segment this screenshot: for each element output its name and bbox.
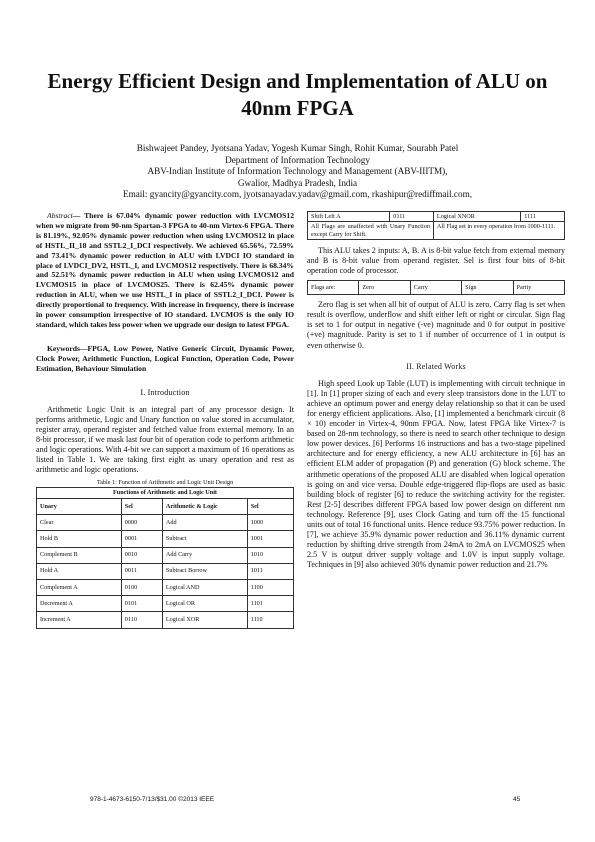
table-cell: Logical XOR bbox=[162, 612, 247, 628]
table-cell: Add Carry bbox=[162, 547, 247, 563]
table-row bbox=[37, 547, 294, 563]
author-location: Gwalior, Madhya Pradesh, India bbox=[237, 177, 358, 188]
table-cell: Sign bbox=[462, 281, 513, 295]
table1-header: Sel bbox=[121, 499, 162, 515]
inputs-paragraph: This ALU takes 2 inputs: A, B. A is 8-bit value fetch from external memory and B is 8-bit value from operand register. Sel is first four bits of 8-bit operation code of processor. bbox=[307, 245, 565, 276]
table-cell: Increment A bbox=[37, 612, 122, 628]
table-cell: 0010 bbox=[121, 547, 162, 563]
table-cell: Complement A bbox=[37, 579, 122, 595]
table1-caption: Table 1: Function of Arithmetic and Logic Unit Design bbox=[96, 479, 234, 487]
table1-body bbox=[37, 515, 294, 628]
table-cell: Logical AND bbox=[162, 579, 247, 595]
abstract bbox=[36, 211, 294, 330]
table-row bbox=[308, 212, 565, 222]
section-heading-introduction: I. Introduction bbox=[140, 387, 190, 397]
table-cell: 1011 bbox=[247, 563, 293, 579]
table-row bbox=[37, 515, 294, 531]
table1-header-row bbox=[37, 499, 294, 515]
table-cell: Subtract Borrow bbox=[162, 563, 247, 579]
table-cell: Shift Left A bbox=[308, 212, 390, 222]
table-cell: All Flag set in every operation from 1000-1111. bbox=[433, 222, 564, 240]
table-cell: 1010 bbox=[247, 547, 293, 563]
table-row bbox=[37, 596, 294, 612]
author-email: Email: gyancity@gyancity.com, jyotsanayadav.yadav@gmail.com, rkashipur@rediffmail.com, bbox=[122, 189, 473, 199]
keywords: Keywords—FPGA, Low Power, Native Generic Circuit, Dynamic Power, Clock Power, Arithmetic Function, Logical Function, Operation Code, Power Estimation, Behaviour Simulation bbox=[36, 343, 294, 373]
table-cell: Add bbox=[162, 515, 247, 531]
table-row bbox=[308, 281, 565, 295]
table-cell: 1110 bbox=[247, 612, 293, 628]
table-cell: 0111 bbox=[390, 212, 434, 222]
table-row bbox=[308, 222, 565, 240]
table-cell: 1111 bbox=[521, 212, 565, 222]
author-block bbox=[40, 143, 555, 201]
right-column bbox=[307, 211, 565, 571]
table-cell: Clear bbox=[37, 515, 122, 531]
table-cell: Logical OR bbox=[162, 596, 247, 612]
table1-header: Arithmetic & Logic bbox=[162, 499, 247, 515]
table-cell: Hold B bbox=[37, 531, 122, 547]
table-row bbox=[37, 563, 294, 579]
footer-copyright: 978-1-4673-6150-7/13/$31.00 ©2013 IEEE bbox=[90, 796, 215, 803]
abstract-body: — There is 67.04% dynamic power reduction with LVCMOS12 when we migrate from 90-nm Spartan-3 FPGA to 40-nm Virtex-6 FPGA. There is 81.19%, 92.05% dynamic power reduction when using LVCMOS12 in place of HSTL_II_18 and SSTL2_I_DCI respectively. We achieved 65.56%, 72.59% and 73.41% dynamic power reduction in ALU with LVDCI IO standard in place of LVDCI_DV2, HSTL_I, and LVCMOS12 respectively. There is 68.34% and 52.51% dynamic power reduction in ALU when using LVCMOS12 and LVCMOS15 in place of LVCMOS25. There is 62.45% dynamic power reduction in ALU, when we use HSTL_I in place of SSTL2_I_DCI. Power is directly proportional to frequency. With increase in frequency, there is increase in power consumption irrespective of IO standard. LVCMOS is the only IO standard, which takes less power when we upgrade our design to latest FPGA. bbox=[36, 211, 294, 329]
table1-header: Sel bbox=[247, 499, 293, 515]
paper-title: Energy Efficient Design and Implementation of ALU on 40nm FPGA bbox=[47, 69, 548, 120]
table-cell: Complement B bbox=[37, 547, 122, 563]
function-table bbox=[36, 487, 294, 629]
page-number: 45 bbox=[513, 796, 521, 803]
table-cell: 0000 bbox=[121, 515, 162, 531]
author-institute: ABV-Indian Institute of Information Technology and Management (ABV-IIITM), bbox=[147, 166, 448, 176]
table-cell: Decrement A bbox=[37, 596, 122, 612]
flags-table bbox=[307, 280, 565, 295]
table-cell: Carry bbox=[410, 281, 461, 295]
table1-title: Functions of Arithmetic and Logic Unit bbox=[37, 487, 294, 498]
shift-flags-table bbox=[307, 211, 565, 240]
table1-header: Unary bbox=[37, 499, 122, 515]
table-cell: 1000 bbox=[247, 515, 293, 531]
table-cell: 0100 bbox=[121, 579, 162, 595]
introduction-text: Arithmetic Logic Unit is an integral part of any processor design. It performs arithmetic, Logic and Unary function on value stored in accumulator, register array, operand register and fetched value from external memory. In an 8-bit processor, if we mask last four bit of operation code to perform arithmetic and logic operations. With 4-bit we can support a maximum of 16 operations as listed in Table 1. We are taking first eight as unary operation and rest as arithmetic and logic operations. bbox=[36, 404, 294, 475]
table-row bbox=[37, 531, 294, 547]
table-cell: 1101 bbox=[247, 596, 293, 612]
section-heading-related-works: II. Related Works bbox=[406, 361, 466, 371]
table-cell: 0110 bbox=[121, 612, 162, 628]
table-cell: 1001 bbox=[247, 531, 293, 547]
table-cell: Hold A bbox=[37, 563, 122, 579]
flags-paragraph: Zero flag is set when all bit of output of ALU is zero. Carry flag is set when result is overflow, underflow and shift either left or right or circular. Sign flag is set to 1 for output in negative (-ve) magnitude and 0 for output in positive (+ve) magnitude. Parity is set to 1 if number of occurrence of 1 in output is even otherwise 0. bbox=[307, 300, 565, 350]
left-column bbox=[36, 211, 294, 629]
table-cell: 0001 bbox=[121, 531, 162, 547]
table-cell: Parity bbox=[513, 281, 564, 295]
table-row bbox=[37, 612, 294, 628]
table-cell: Subtract bbox=[162, 531, 247, 547]
table-cell: 0011 bbox=[121, 563, 162, 579]
related-works-text: High speed Look up Table (LUT) is implementing with circuit technique in [1]. In [1] proper sizing of each and every sleep transistors done in the LUT to achieve an optimum power and energy delay relationship so that it can be used for energy efficient applications. Also, [1] implemented a benchmark circuit (8 × 10) encoder in Virtex-4, 90nm FPGA. Now, latest FPGA like Virtex-7 is based on 28-nm technology, so there is need to search other technique to design low power devices. [6] Performs 16 instructions and has a two-stage pipelined architecture and for energy efficiency, a new ALU architecture in [6] has an efficient ELM adder of propagation (P) and generation (G) block scheme. The arithmetic operations of the proposed ALU are disabled when logical operation is going on and vice versa. Double edge-triggered flip-flops are used as basic building block of register [6] to reduce the switching activity for the register. Rest [2-5] describes different FPGA based low power design on different nm technology. Reference [9], uses Clock Gating and turn off the 15 functional units out of total 16 functional units. Hence reduce 93.75% power reduction. In [7], we achieve 35.9% dynamic power reduction and 36.11% dynamic current reduction by shifting drive strength from 24mA to 2mA on LVCMOS25 when 2.5 V is output driver supply voltage and 1.0V is input supply voltage. Techniques in [9] also achieved 30% dynamic power reduction and 21.7% bbox=[307, 378, 565, 570]
abstract-label: Abstract bbox=[47, 211, 73, 220]
author-department: Department of Information Technology bbox=[225, 154, 370, 165]
table-cell: Flags are: bbox=[308, 281, 359, 295]
table-cell: 1100 bbox=[247, 579, 293, 595]
table-cell: All Flags are unaffected with Unary Function except Carry for Shift. bbox=[308, 222, 434, 240]
table-row bbox=[37, 579, 294, 595]
table-cell: Logical XNOR bbox=[433, 212, 520, 222]
author-names: Bishwajeet Pandey, Jyotsana Yadav, Yogesh Kumar Singh, Rohit Kumar, Sourabh Patel bbox=[136, 143, 459, 153]
table-cell: Zero bbox=[359, 281, 410, 295]
table-cell: 0101 bbox=[121, 596, 162, 612]
